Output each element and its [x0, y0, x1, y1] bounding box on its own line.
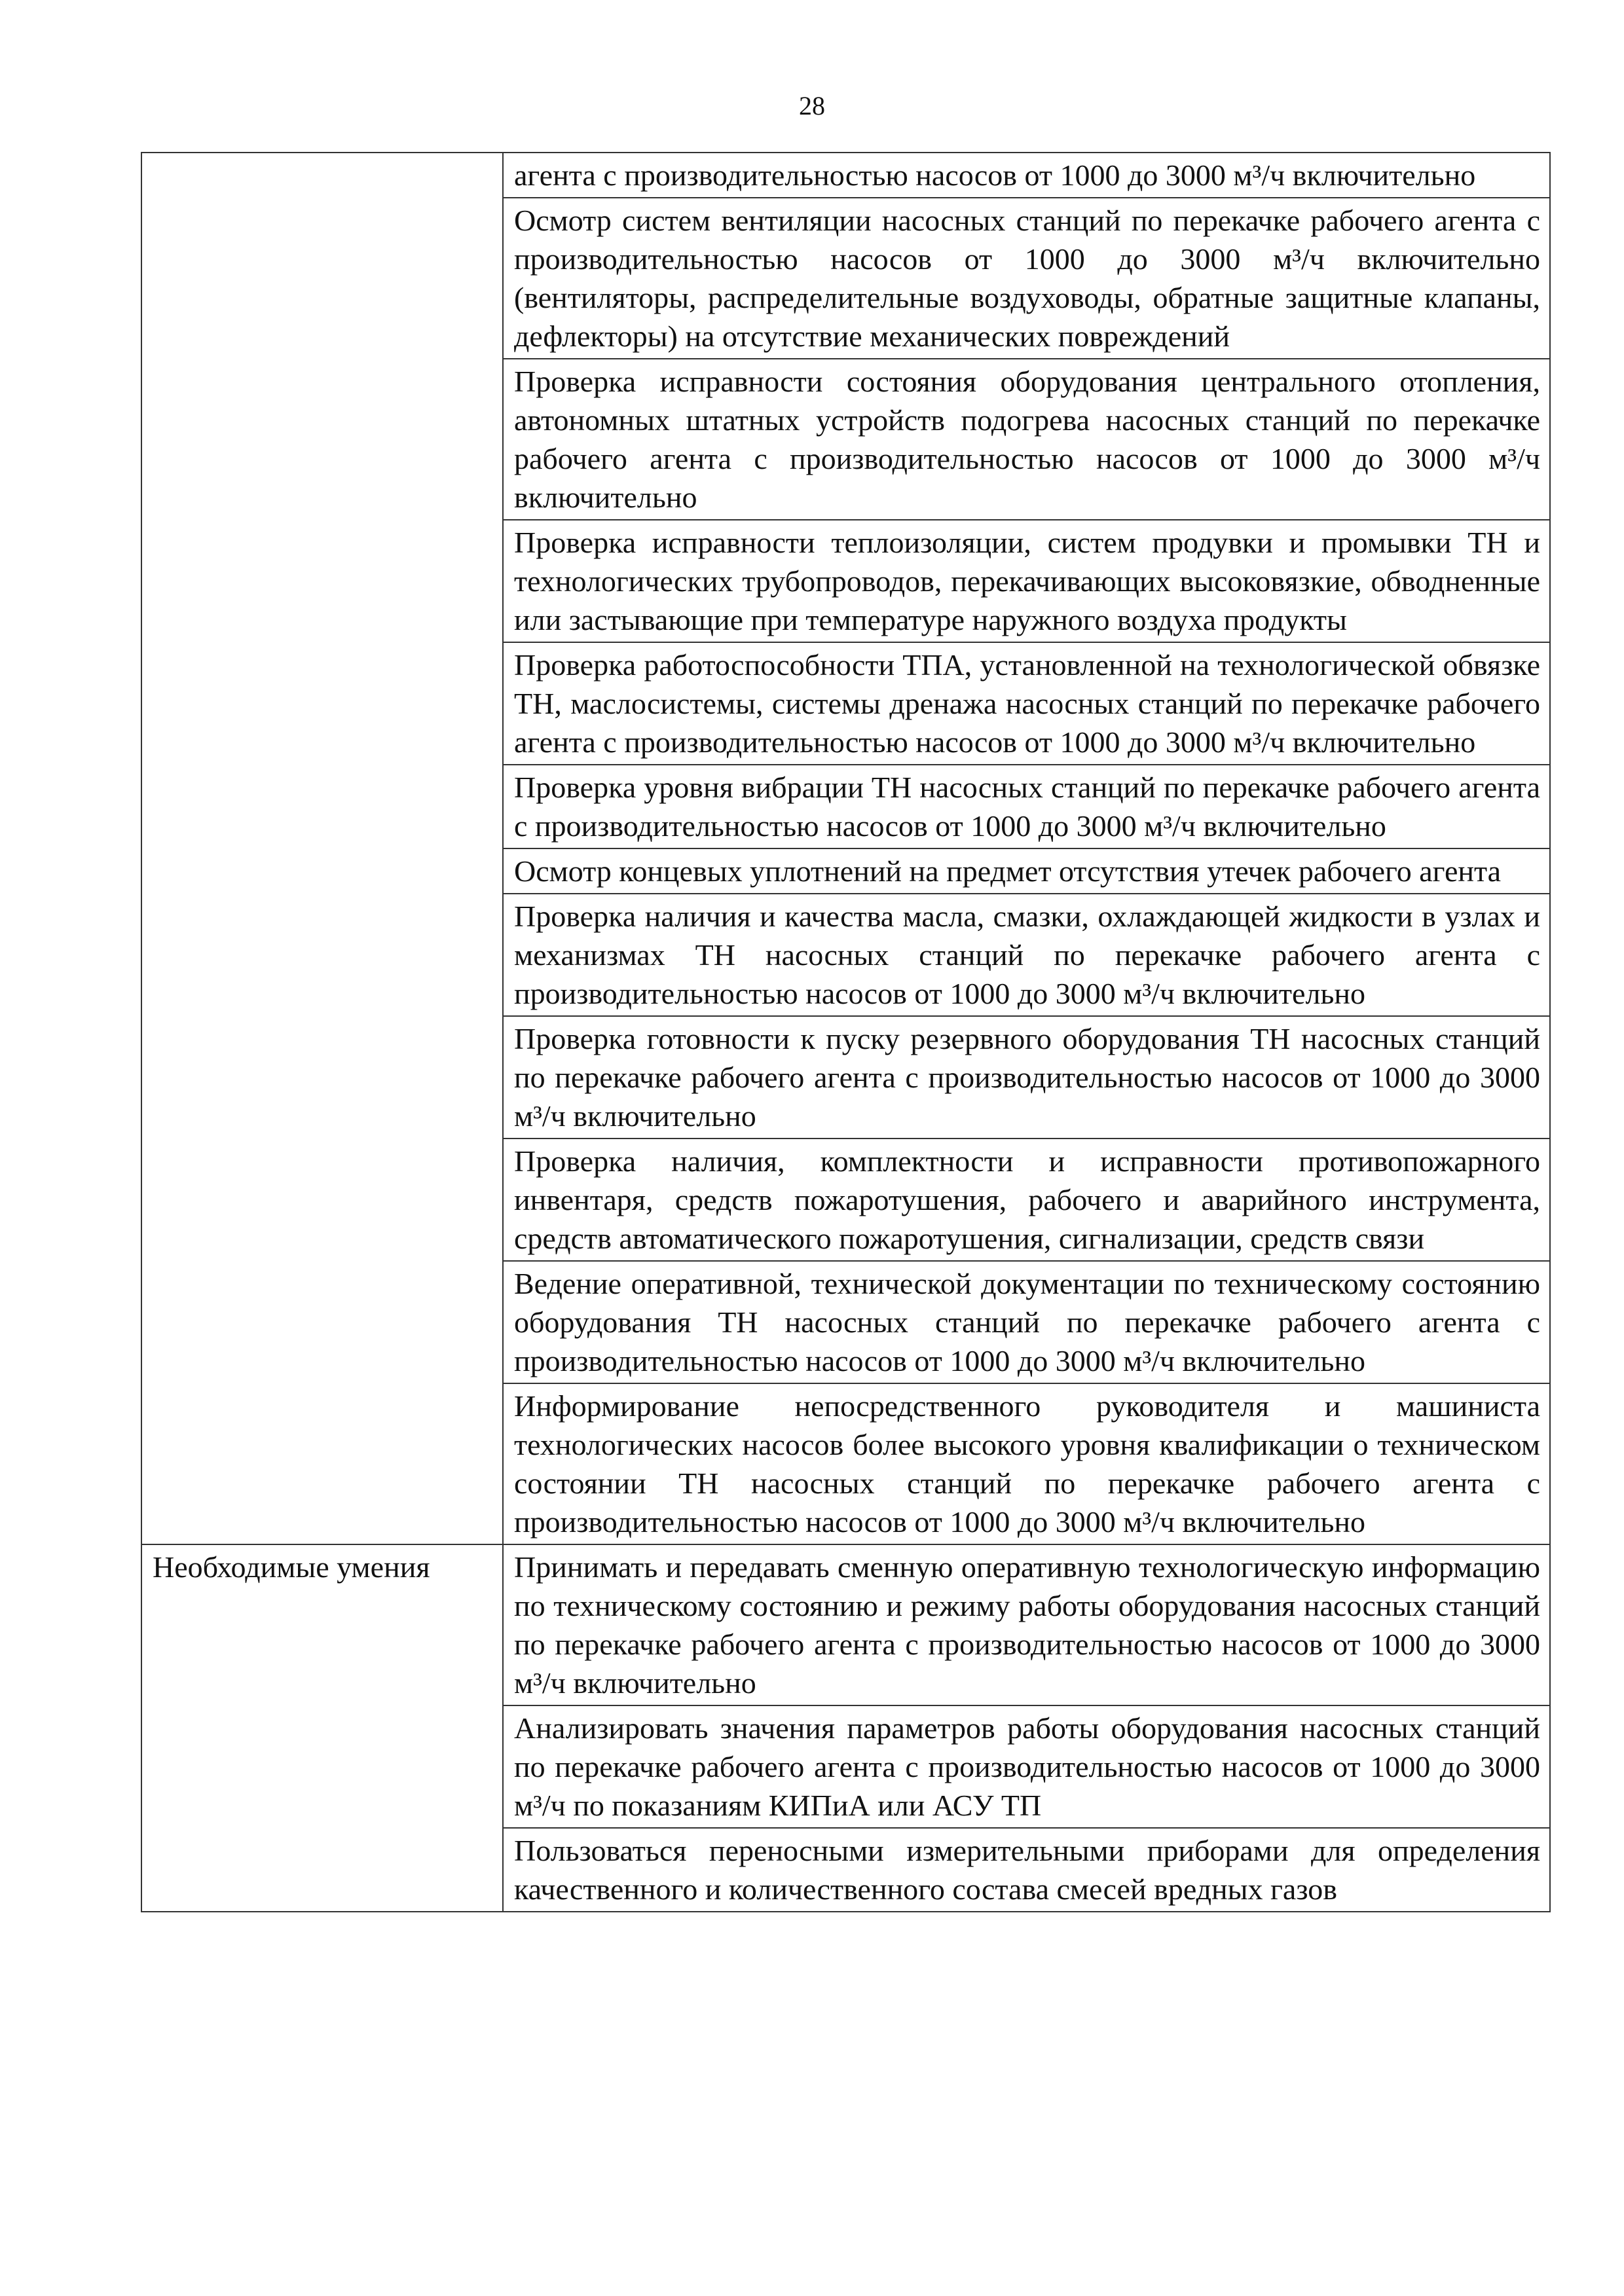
table-row: [141, 1544, 1550, 1705]
table-row: [141, 153, 1550, 198]
table-cell: агента с производительностью насосов от 1000 до 3000 м³/ч включительно: [503, 153, 1550, 198]
table-cell: Анализировать значения параметров работы оборудования насосных станций по перекачке рабочего агента с производительностью насосов от 1000 до 3000 м³/ч по показаниям КИПиА или АСУ ТП: [503, 1705, 1550, 1828]
table-cell: Проверка наличия, комплектности и исправности противопожарного инвентаря, средств пожаротушения, рабочего и аварийного инструмента, средств автоматического пожаротушения, сигнализации, средств связи: [503, 1139, 1550, 1261]
table-cell: Ведение оперативной, технической документации по техническому состоянию оборудования ТН насосных станций по перекачке рабочего агента с производительностью насосов от 1000 до 3000 м³/ч включительно: [503, 1261, 1550, 1383]
table-cell: Проверка наличия и качества масла, смазки, охлаждающей жидкости в узлах и механизмах ТН насосных станций по перекачке рабочего агента с производительностью насосов от 1000 до 3000 м³/ч включительно: [503, 894, 1550, 1016]
table-cell: Проверка уровня вибрации ТН насосных станций по перекачке рабочего агента с производительностью насосов от 1000 до 3000 м³/ч включительно: [503, 765, 1550, 848]
skills-label-cell: Необходимые умения: [141, 1544, 503, 1912]
table-cell: Проверка работоспособности ТПА, установленной на технологической обвязке ТН, маслосистемы, системы дренажа насосных станций по перекачке рабочего агента с производительностью насосов от 1000 до 3000 м³/ч включительно: [503, 642, 1550, 765]
table-cell: Проверка готовности к пуску резервного оборудования ТН насосных станций по перекачке рабочего агента с производительностью насосов от 1000 до 3000 м³/ч включительно: [503, 1016, 1550, 1139]
table-cell: Осмотр систем вентиляции насосных станций по перекачке рабочего агента с производительностью насосов от 1000 до 3000 м³/ч включительно (вентиляторы, распределительные воздуховоды, обратные защитные клапаны, дефлекторы) на отсутствие механических повреждений: [503, 198, 1550, 359]
table-cell: Проверка исправности состояния оборудования центрального отопления, автономных штатных устройств подогрева насосных станций по перекачке рабочего агента с производительностью насосов от 1000 до 3000 м³/ч включительно: [503, 359, 1550, 520]
page-number: 28: [799, 91, 825, 120]
table-cell: Осмотр концевых уплотнений на предмет отсутствия утечек рабочего агента: [503, 848, 1550, 894]
table-cell: Пользоваться переносными измерительными приборами для определения качественного и количественного состава смесей вредных газов: [503, 1828, 1550, 1912]
table-cell: Проверка исправности теплоизоляции, систем продувки и промывки ТН и технологических трубопроводов, перекачивающих высоковязкие, обводненные или застывающие при температуре наружного воздуха продукты: [503, 520, 1550, 642]
table-cell: Информирование непосредственного руководителя и машиниста технологических насосов более высокого уровня квалификации о техническом состоянии ТН насосных станций по перекачке рабочего агента с производительностью насосов от 1000 до 3000 м³/ч включительно: [503, 1383, 1550, 1544]
table-cell: Принимать и передавать сменную оперативную технологическую информацию по техническому состоянию и режиму работы оборудования насосных станций по перекачке рабочего агента с производительностью насосов от 1000 до 3000 м³/ч включительно: [503, 1544, 1550, 1705]
labor-functions-label-cell: [141, 153, 503, 1544]
requirements-table: [141, 152, 1551, 1912]
